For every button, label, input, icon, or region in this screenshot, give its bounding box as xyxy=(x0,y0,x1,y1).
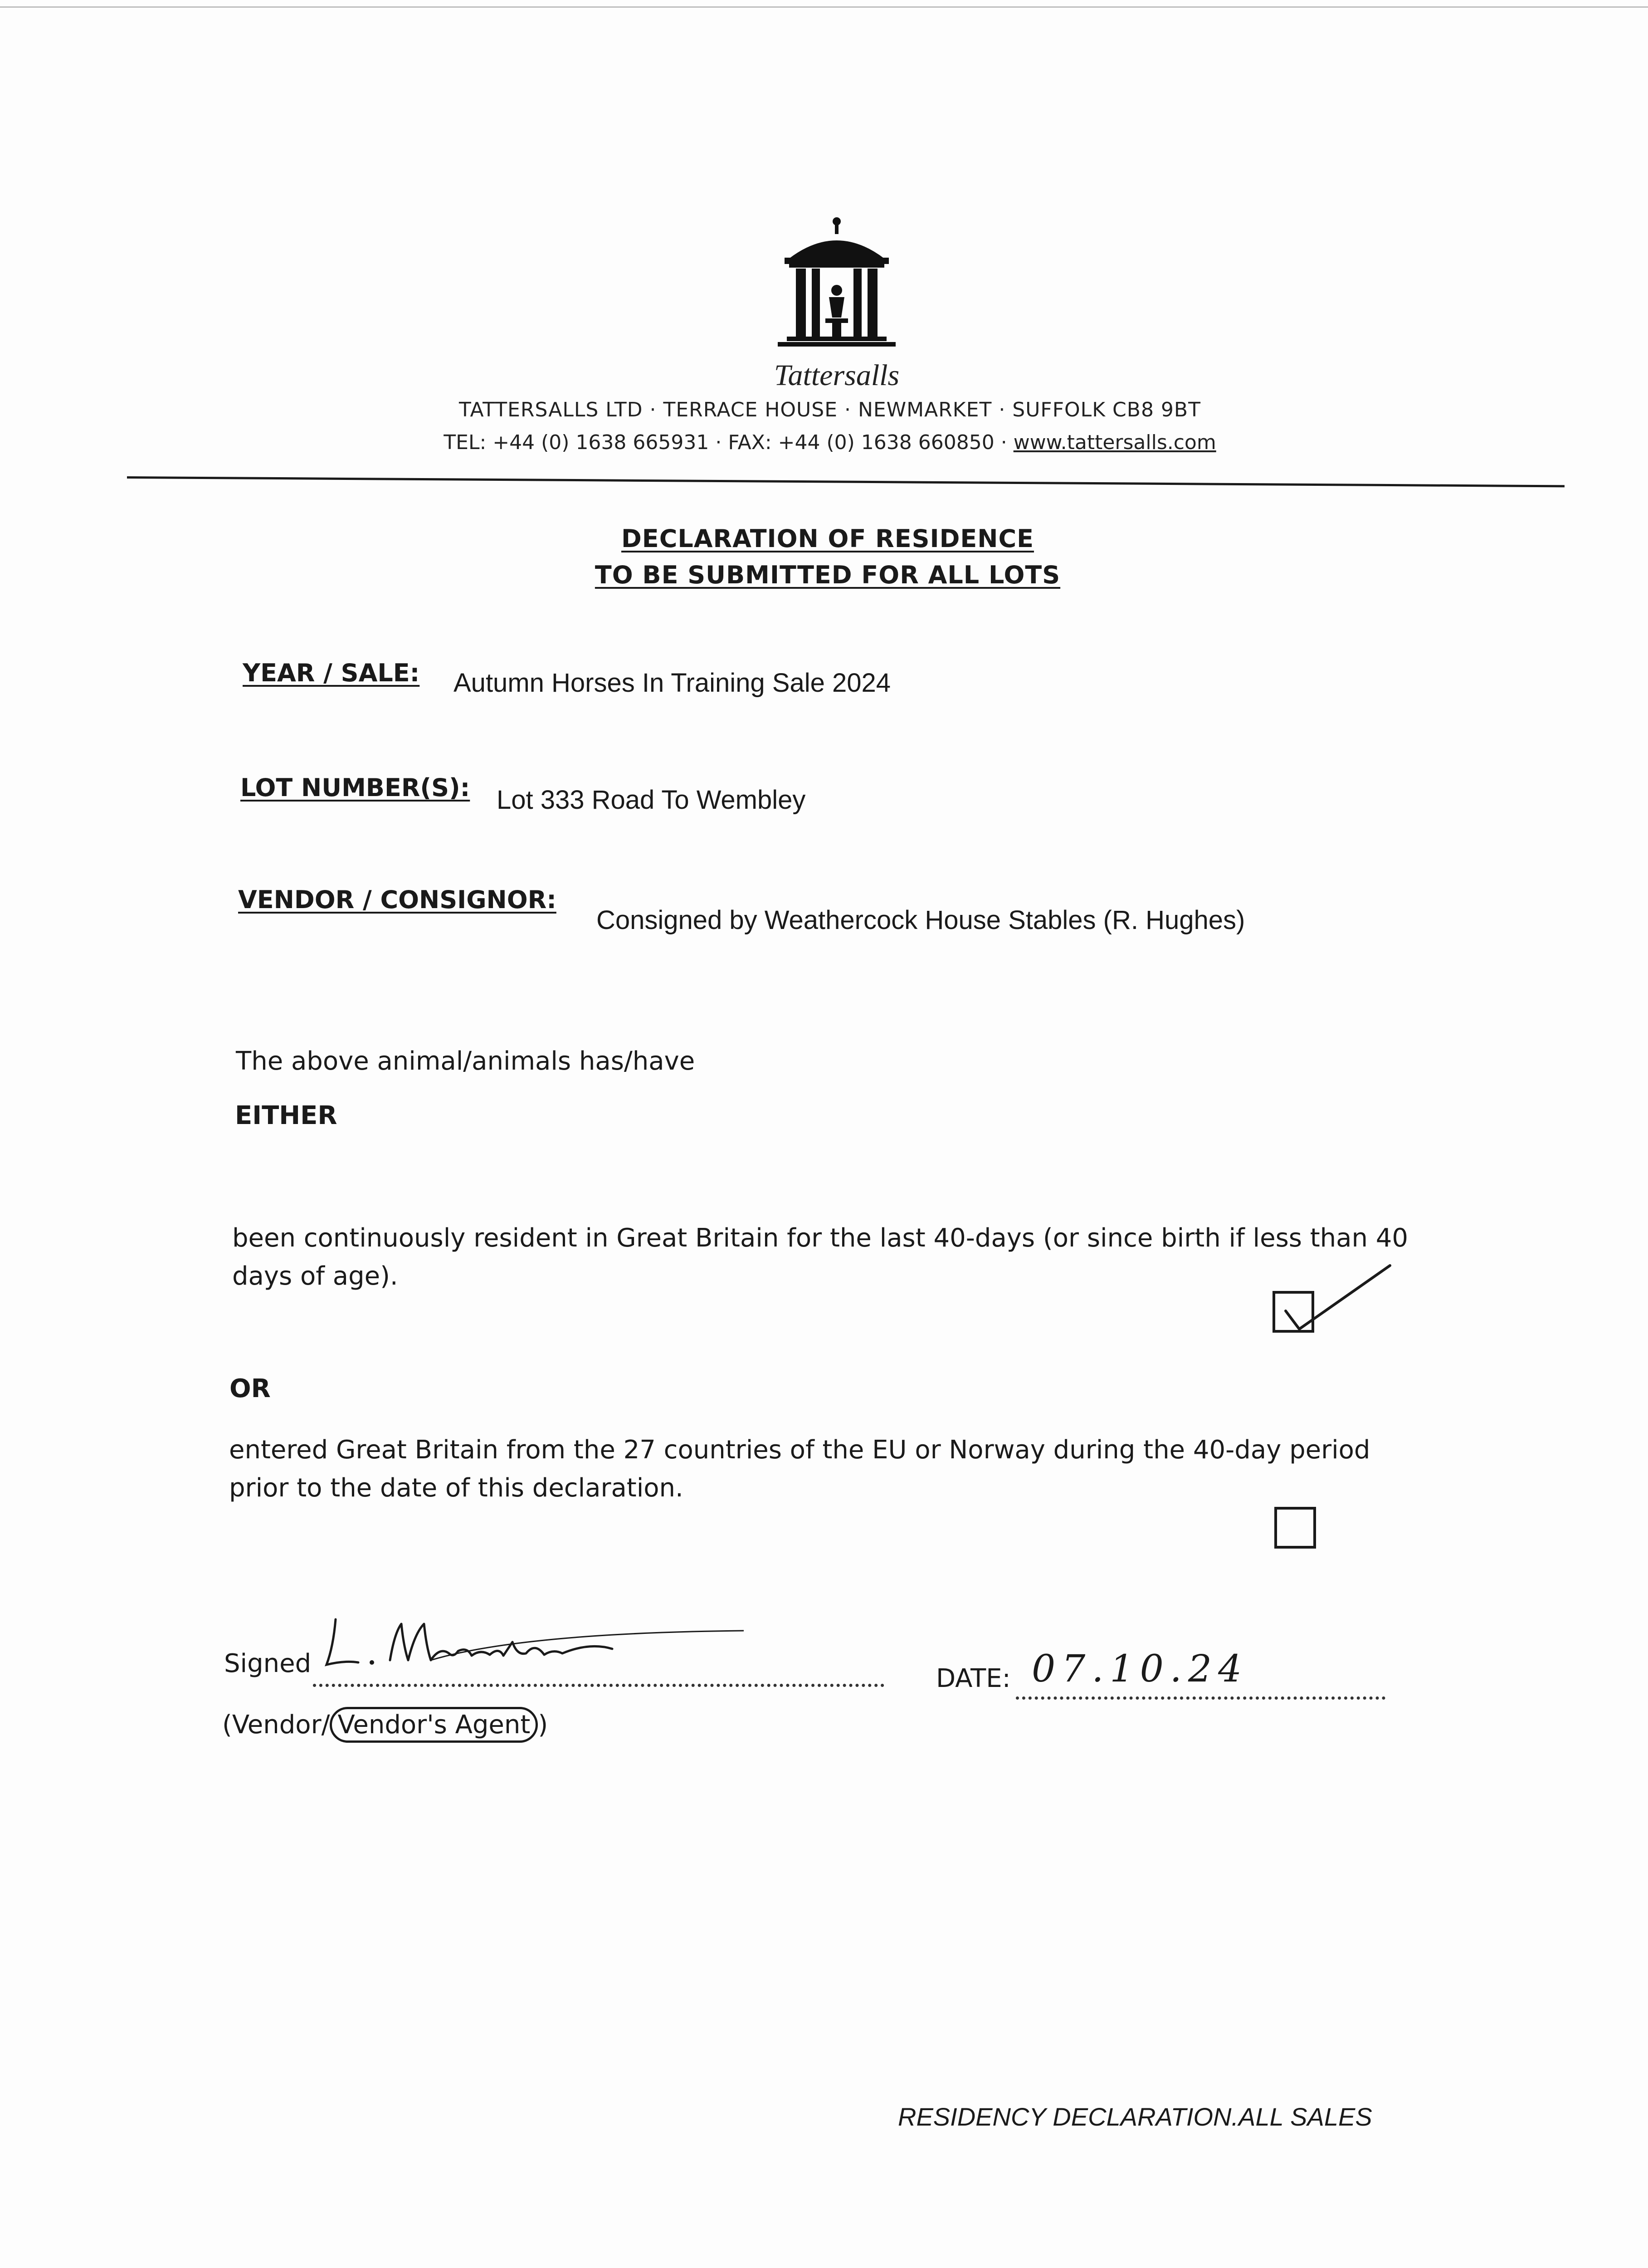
role-prefix: (Vendor/ xyxy=(222,1710,330,1740)
signature-dotted-line xyxy=(313,1684,884,1687)
brand-name: Tattersalls xyxy=(774,359,900,392)
address-line: TATTERSALLS LTD · TERRACE HOUSE · NEWMARKET · SUFFOLK CB8 9BT xyxy=(459,398,1201,421)
or-label: OR xyxy=(229,1374,271,1403)
footer-label: RESIDENCY DECLARATION.ALL SALES xyxy=(898,2102,1372,2131)
option-1-line-2: days of age). xyxy=(232,1261,398,1291)
title-line-1: DECLARATION OF RESIDENCE xyxy=(621,524,1034,553)
date-label: DATE: xyxy=(936,1664,1011,1693)
option-2-line-1: entered Great Britain from the 27 countries of the EU or Norway during the 40-day period xyxy=(229,1435,1370,1465)
option-2-text xyxy=(229,1431,1431,1507)
date-value[interactable]: 07.10.24 xyxy=(1032,1647,1248,1691)
scan-edge-line xyxy=(0,6,1648,8)
document-title xyxy=(544,521,1111,593)
either-label: EITHER xyxy=(235,1101,337,1130)
rotunda-icon xyxy=(771,213,902,363)
signature-field[interactable] xyxy=(317,1615,748,1678)
tattersalls-logo xyxy=(771,213,902,363)
year-sale-value[interactable]: Autumn Horses In Training Sale 2024 xyxy=(453,668,891,698)
signature-image xyxy=(317,1615,748,1678)
intro-text: The above animal/animals has/have xyxy=(236,1046,695,1076)
phone-fax: TEL: +44 (0) 1638 665931 · FAX: +44 (0) 1638 660850 · xyxy=(444,431,1007,454)
signed-label: Signed xyxy=(224,1649,312,1678)
vendor-value[interactable]: Consigned by Weathercock House Stables (R. Hughes) xyxy=(596,905,1245,935)
year-sale-label: YEAR / SALE: xyxy=(243,659,420,687)
checkmark-icon xyxy=(1274,1256,1401,1338)
role-selected-circle[interactable]: Vendor's Agent xyxy=(330,1707,538,1743)
date-dotted-line xyxy=(1016,1696,1385,1700)
contact-line xyxy=(408,431,1252,454)
option-1-line-1: been continuously resident in Great Britain for the last 40-days (or since birth if less than 40 xyxy=(232,1223,1409,1253)
title-line-2: TO BE SUBMITTED FOR ALL LOTS xyxy=(595,561,1061,589)
header-divider xyxy=(127,476,1565,487)
option-2-line-2: prior to the date of this declaration. xyxy=(229,1473,683,1503)
role-suffix: ) xyxy=(538,1710,548,1740)
lot-number-label: LOT NUMBER(S): xyxy=(240,773,470,802)
lot-number-value[interactable]: Lot 333 Road To Wembley xyxy=(497,785,806,815)
vendor-label: VENDOR / CONSIGNOR: xyxy=(238,885,556,914)
signer-role xyxy=(222,1710,548,1740)
website-link[interactable]: www.tattersalls.com xyxy=(1013,431,1216,454)
option-1-text xyxy=(232,1219,1434,1295)
option-2-checkbox[interactable] xyxy=(1274,1507,1316,1549)
